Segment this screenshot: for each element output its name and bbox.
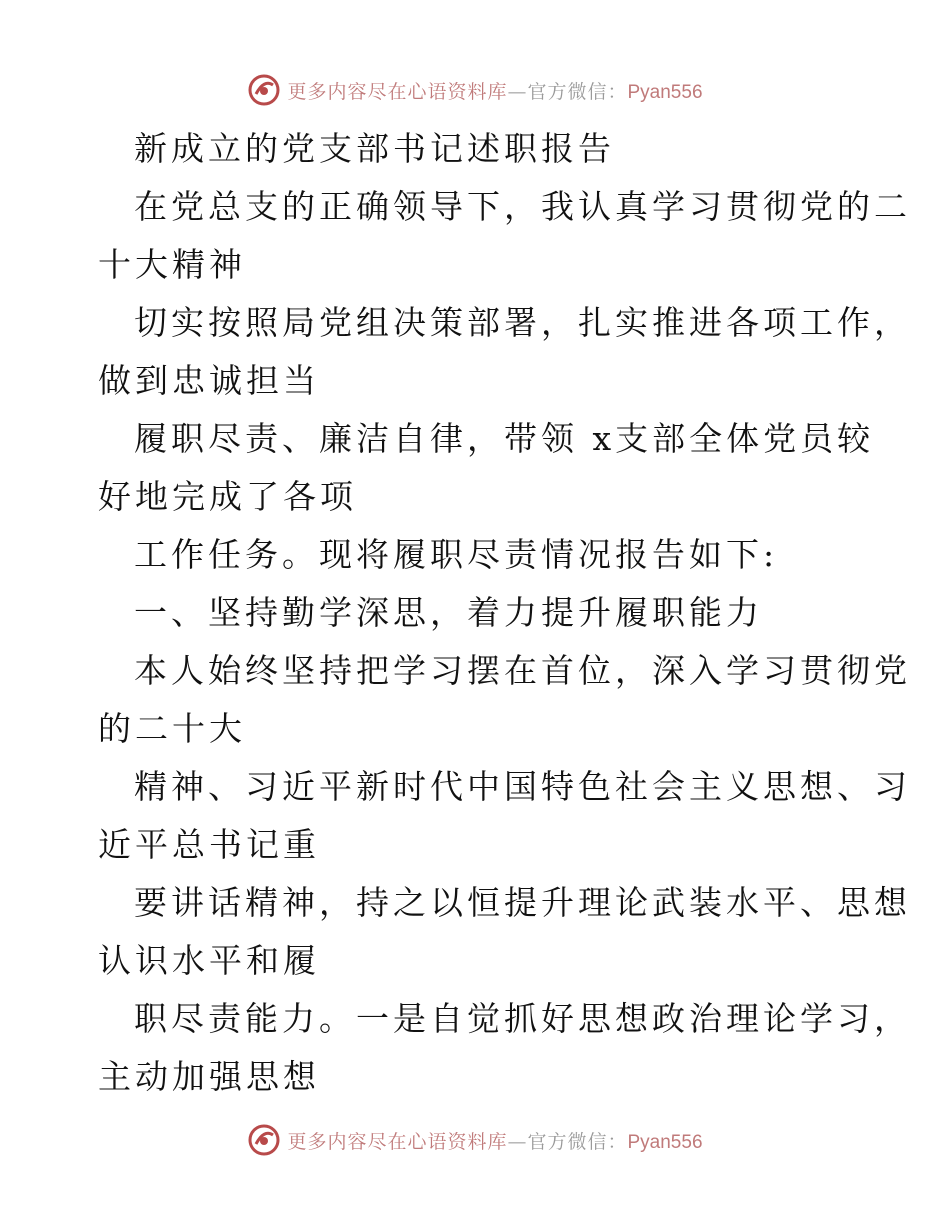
doc-line: 切实按照局党组决策部署，扎实推进各项工作， (134, 303, 911, 342)
doc-line: 做到忠诚担当 (98, 361, 320, 400)
document-body (98, 120, 911, 1106)
doc-line: 一、坚持勤学深思，着力提升履职能力 (134, 593, 763, 632)
doc-line: 工作任务。现将履职尽责情况报告如下: (134, 535, 779, 574)
doc-line: 主动加强思想 (98, 1057, 320, 1096)
doc-line: 的二十大 (98, 709, 246, 748)
doc-line: 履职尽责、廉洁自律，带领 x支部全体党员较 (134, 419, 875, 458)
doc-line: 好地完成了各项 (98, 477, 357, 516)
doc-line: 认识水平和履 (98, 941, 320, 980)
doc-line: 精神、习近平新时代中国特色社会主义思想、习 (134, 767, 911, 806)
doc-line: 近平总书记重 (98, 825, 320, 864)
library-logo-icon (247, 1123, 281, 1157)
doc-line: 新成立的党支部书记述职报告 (134, 129, 615, 168)
doc-line: 职尽责能力。一是自觉抓好思想政治理论学习， (134, 999, 911, 1038)
watermark-text: 更多内容尽在心语资料库—官方微信：Pyan556 (287, 80, 703, 103)
doc-line: 本人始终坚持把学习摆在首位，深入学习贯彻党 (134, 651, 911, 690)
watermark-text: 更多内容尽在心语资料库—官方微信：Pyan556 (287, 1130, 703, 1153)
doc-line: 十大精神 (98, 245, 246, 284)
header-watermark-banner (0, 72, 950, 108)
footer-watermark-banner (0, 1122, 950, 1158)
doc-line: 要讲话精神，持之以恒提升理论武装水平、思想 (134, 883, 911, 922)
library-logo-icon (247, 73, 281, 107)
doc-line: 在党总支的正确领导下，我认真学习贯彻党的二 (134, 187, 911, 226)
